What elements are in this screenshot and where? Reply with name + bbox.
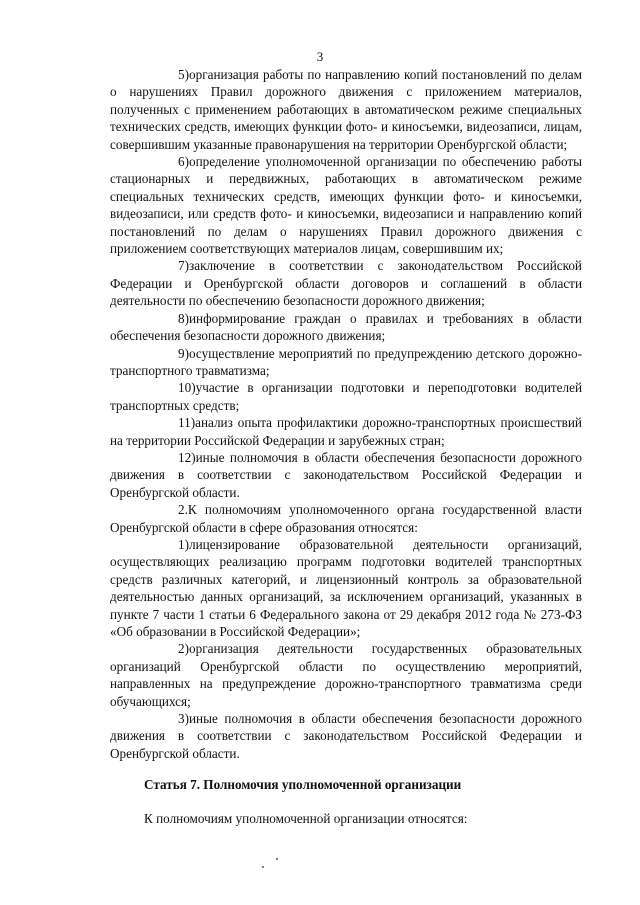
item-number: 10) [178,380,196,396]
article-intro: К полномочиям уполномоченной организации относятся: [144,810,468,826]
item-text: анализ опыта профилактики дорожно-транспортных происшествий на территории Российской Федерации и зарубежных стран; [110,415,582,448]
list-item [110,345,582,380]
document-body [110,66,582,827]
list-item [110,710,582,762]
item-text: участие в организации подготовки и переподготовки водителей транспортных средств; [110,380,582,413]
list-item [110,501,582,536]
item-text: организация деятельности государственных образовательных организаций Оренбургской области по осуществлению мероприятий, направленных на предупреждение дорожно-транспортного травматизма среди обучающихся; [110,641,582,709]
item-text: осуществление мероприятий по предупреждению детского дорожно-транспортного травматизма; [110,345,582,378]
item-text: иные полномочия в области обеспечения безопасности дорожного движения в соответствии с законодательством Российской Федерации и Оренбургской области. [110,711,582,761]
list-item [110,153,582,257]
item-number: 2) [178,641,189,657]
list-item [110,257,582,309]
item-number: 5) [178,67,189,82]
scan-speck [262,866,264,868]
item-number: 6) [178,154,189,170]
article-heading: Статья 7. Полномочия уполномоченной организации [144,777,462,793]
item-number: 2. [178,502,188,518]
item-number: 8) [178,310,189,326]
item-text: иные полномочия в области обеспечения безопасности дорожного движения в соответствии с законодательством Российской Федерации и Оренбургской области. [110,449,582,500]
list-item [110,414,582,449]
list-item [110,536,582,640]
list-item [110,66,582,153]
list-item [110,640,582,710]
item-number: 1) [178,536,189,552]
list-item [110,310,582,345]
item-text: определение уполномоченной организации по обеспечению работы стационарных и передвижных, работающих в автоматическом режиме специальных технических средств, имеющих функции фото- и киносъемки, видеозаписи, или средств фото- и киносъемки, видеозаписи и направлению копий постановлений по делам о нарушениях Правил дорожного движения с приложением соответствующих материалов лицам, совершившим их; [110,154,582,257]
item-number: 9) [178,345,189,361]
item-text: информирование граждан о правилах и требованиях в области обеспечения безопасности дорожного движения; [110,310,582,344]
scan-speck [276,858,278,860]
item-number: 12) [178,449,196,465]
item-text: К полномочиям уполномоченного органа государственной власти Оренбургской области в сфере образования относятся: [110,502,582,535]
list-item [110,379,582,414]
item-text: заключение в соответствии с законодательством Российской Федерации и Оренбургской области договоров и соглашений в области деятельности по обеспечению безопасности дорожного движения; [110,258,582,309]
item-number: 11) [178,415,196,431]
item-text: лицензирование образовательной деятельности организаций, осуществляющих реализацию программ подготовки водителей транспортных средств различных категорий, и лицензионный контроль за образовательной деятельностью данных организаций, за исключением организаций, указанных в пункте 7 части 1 статьи 6 Федерального закона от 29 декабря 2012 года № 273-ФЗ «Об образовании в Российской Федерации»; [110,536,582,639]
item-text: организация работы по направлению копий постановлений по делам о нарушениях Правил дорожного движения с приложением материалов, полученных с применением работающих в автоматическом режиме специальных технических средств, имеющих функции фото- и киносъемки, видеозаписи, лицам, совершившим указанные правонарушения на территории Оренбургской области; [110,67,582,152]
item-number: 3) [178,711,189,727]
list-item [110,449,582,501]
item-number: 7) [178,258,189,274]
page-number: 3 [316,49,324,64]
